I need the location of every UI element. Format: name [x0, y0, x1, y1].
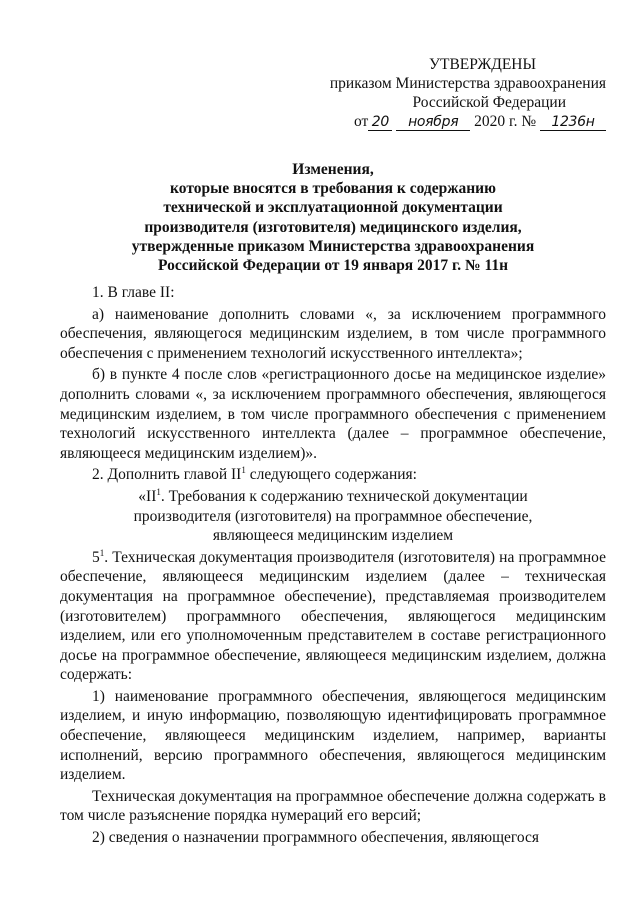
title-line-6: Российской Федерации от 19 января 2017 г. № 11н	[157, 257, 509, 275]
chapter-line-2: производителя (изготовителя) на программное обеспечение,	[133, 507, 533, 525]
chapter-heading	[60, 487, 606, 546]
date-prefix: от	[354, 113, 369, 130]
p5-num: 5	[92, 548, 100, 566]
item-2-post: следующего содержания:	[245, 466, 417, 484]
subitem-1-note: Техническая документация на программное обеспечение должна содержать в том числе разъяснение порядка нумераций его версий;	[60, 787, 606, 825]
chapter-line-1: . Требования к содержанию технической документации	[160, 487, 528, 505]
p5-text: . Техническая документация производителя (изготовителя) на программное обеспечение, являющееся медицинским изделием (далее – техническая документация на программное обеспечение), представляемая производителем (изготовителем) программного обеспечения, являющегося медицинским изделием, или его уполномоченным представителем в составе регистрационного досье на программное обеспечение, являющееся медицинским изделием, должна содержать:	[60, 548, 606, 684]
subitem-2: 2) сведения о назначении программного обеспечения, являющегося	[92, 829, 540, 847]
item-1-b: б) в пункте 4 после слов «регистрационного досье на медицинское изделие» дополнить словами «, за исключением программного обеспечения, являющегося медицинским изделием, в том числе программного обеспечения с применением технологий искусственного интеллекта (далее – программное обеспечение, являющееся медицинским изделием)».	[60, 366, 606, 462]
item-2-heading	[60, 465, 606, 485]
title-line-5: утвержденные приказом Министерства здравоохранения	[131, 237, 535, 255]
chapter-line-3: являющееся медицинским изделием	[212, 527, 454, 545]
p5-sup: 1	[99, 547, 105, 558]
item-1-heading: 1. В главе II:	[92, 284, 175, 301]
chapter-pre: «II	[138, 487, 157, 505]
paragraph-5-1	[60, 548, 606, 685]
title-line-1: Изменения,	[292, 161, 374, 178]
date-year: 2020 г. №	[474, 113, 537, 130]
document-title	[60, 160, 606, 275]
item-2-sup: 1	[241, 465, 246, 476]
title-line-2: которые вносятся в требования к содержанию	[170, 180, 496, 198]
approval-heading: УТВЕРЖДЕНЫ	[429, 56, 536, 73]
approval-date-line	[0, 112, 606, 131]
chapter-sup: 1	[156, 486, 161, 497]
title-line-3: технической и эксплуатационной документации	[163, 199, 503, 217]
document-body	[60, 283, 606, 850]
subitem-1: 1) наименование программного обеспечения, являющегося медицинским изделием, и иную информацию, позволяющую идентифицировать программное обеспечение, являющееся медицинским изделием, например, варианты исполнений, версию программного обеспечения, являющегося медицинским изделием.	[60, 687, 606, 784]
approval-order-line: приказом Министерства здравоохранения	[329, 75, 606, 92]
item-1-a: а) наименование дополнить словами «, за исключением программного обеспечения, являющегося медицинским изделием, в том числе программного обеспечения с применением технологий искусственного интеллекта»;	[60, 305, 606, 362]
handwritten-month: ноября	[396, 115, 470, 131]
chapter-heading-line-1	[60, 487, 606, 507]
title-line-4: производителя (изготовителя) медицинского изделия,	[144, 218, 522, 236]
approval-country-line: Российской Федерации	[412, 94, 566, 111]
handwritten-day: 20	[368, 115, 392, 131]
handwritten-order-number: 1236н	[540, 115, 606, 131]
item-2-pre: 2. Дополнить главой II	[92, 466, 242, 484]
approval-block	[0, 55, 606, 131]
